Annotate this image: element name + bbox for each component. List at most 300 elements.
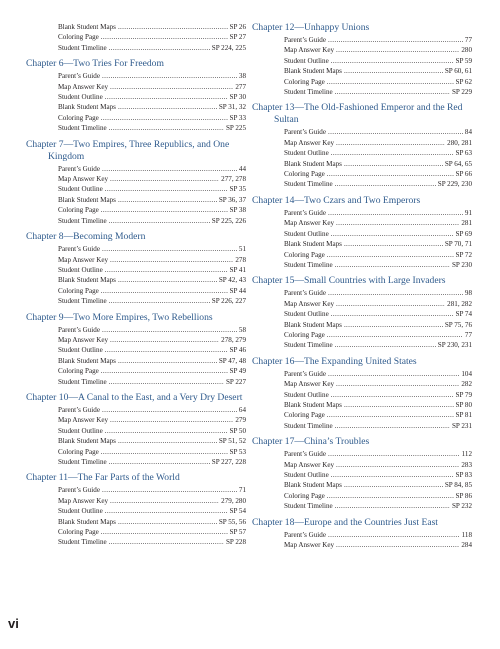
dot-leader: [109, 123, 224, 133]
chapter-title: Chapter 10—A Canal to the East, and a Very Dry Desert: [26, 391, 243, 403]
chapter-section: [252, 195, 472, 270]
entry-label: Student Outline: [284, 149, 329, 158]
entry-label: Student Timeline: [58, 297, 107, 306]
toc-entry: [252, 87, 472, 97]
toc-entry: [252, 229, 472, 239]
chapter-title: Chapter 14—Two Czars and Two Emperors: [252, 194, 421, 206]
entry-page: SP 57: [229, 528, 246, 537]
dot-leader: [110, 496, 219, 506]
toc-entry: [26, 537, 246, 547]
toc-entry: [252, 66, 472, 76]
toc-entry: [26, 296, 246, 306]
dot-leader: [335, 87, 450, 97]
entry-page: 91: [464, 208, 472, 217]
toc-entry: [26, 32, 246, 42]
dot-leader: [328, 127, 463, 137]
entry-page: 51: [238, 245, 246, 254]
toc-entry: [26, 92, 246, 102]
toc-entry: [26, 527, 246, 537]
entry-label: Map Answer Key: [284, 299, 335, 308]
dot-leader: [102, 325, 237, 335]
dot-leader: [105, 184, 228, 194]
toc-entry: [252, 410, 472, 420]
dot-leader: [335, 501, 450, 511]
dot-leader: [335, 179, 436, 189]
dot-leader: [109, 216, 210, 226]
dot-leader: [118, 102, 217, 112]
dot-leader: [328, 208, 463, 218]
toc-entry: [26, 447, 246, 457]
entry-page: SP 44: [229, 286, 246, 295]
toc-entry: [252, 340, 472, 350]
entry-page: SP 86: [455, 491, 472, 500]
entry-label: Student Timeline: [284, 88, 333, 97]
entry-page: SP 84, 85: [444, 481, 472, 490]
entry-page: 71: [238, 486, 246, 495]
entry-page: SP 66: [455, 170, 472, 179]
toc-entry: [252, 390, 472, 400]
toc-entry: [26, 325, 246, 335]
dot-leader: [331, 56, 454, 66]
entry-label: Student Timeline: [58, 124, 107, 133]
entry-label: Map Answer Key: [58, 335, 109, 344]
toc-entry: [252, 138, 472, 148]
entry-label: Student Outline: [58, 265, 103, 274]
entry-page: 118: [461, 530, 472, 539]
entry-label: Student Timeline: [284, 341, 333, 350]
toc-entry: [252, 400, 472, 410]
entry-page: 104: [461, 369, 472, 378]
entry-label: Parent’s Guide: [284, 369, 326, 378]
entry-label: Parent’s Guide: [58, 405, 100, 414]
toc-entry: [252, 288, 472, 298]
entry-page: SP 230, 231: [437, 341, 472, 350]
entry-label: Parent’s Guide: [58, 72, 100, 81]
dot-leader: [344, 159, 443, 169]
toc-entry: [26, 174, 246, 184]
dot-leader: [102, 405, 237, 415]
entry-page: SP 229: [451, 88, 472, 97]
toc-entry: [252, 299, 472, 309]
toc-entry: [26, 415, 246, 425]
chapter-title: Chapter 12—Unhappy Unions: [252, 22, 370, 33]
entry-page: SP 60, 61: [444, 67, 472, 76]
toc-entry: [26, 485, 246, 495]
dot-leader: [109, 537, 224, 547]
entry-page: 77: [464, 330, 472, 339]
toc-entry: [26, 286, 246, 296]
entry-label: Coloring Page: [58, 528, 99, 537]
dot-leader: [101, 527, 228, 537]
chapter-section: [252, 102, 472, 189]
entry-page: SP 225, 226: [211, 216, 246, 225]
toc-entry: [26, 335, 246, 345]
entry-label: Blank Student Maps: [58, 103, 116, 112]
dot-leader: [331, 148, 454, 158]
entry-label: Coloring Page: [58, 113, 99, 122]
dot-leader: [336, 218, 459, 228]
dot-leader: [105, 92, 228, 102]
entry-label: Student Outline: [284, 56, 329, 65]
entry-page: SP 83: [455, 471, 472, 479]
entry-page: SP 26: [229, 23, 246, 31]
entry-page: SP 226, 227: [211, 297, 246, 306]
toc-entry: [26, 255, 246, 265]
page-number: vi: [8, 616, 19, 631]
entry-page: SP 232: [451, 502, 472, 511]
dot-leader: [327, 250, 454, 260]
entry-page: SP 50: [229, 426, 246, 435]
entry-page: SP 63: [455, 149, 472, 158]
dot-leader: [109, 296, 210, 306]
entry-page: SP 69: [455, 229, 472, 238]
entry-label: Student Outline: [58, 507, 103, 516]
entry-label: Map Answer Key: [58, 255, 109, 264]
chapter-title: Chapter 8—Becoming Modern: [26, 231, 146, 243]
dot-leader: [101, 366, 228, 376]
entry-page: 98: [464, 289, 472, 298]
toc-entry: [252, 35, 472, 45]
chapter-title: Chapter 16—The Expanding United States: [252, 355, 417, 367]
entry-label: Coloring Page: [284, 491, 325, 500]
entry-page: SP 64, 65: [444, 159, 472, 168]
entry-label: Map Answer Key: [58, 175, 109, 184]
toc-entry: [26, 244, 246, 254]
toc-entry: [26, 43, 246, 53]
dot-leader: [331, 470, 454, 480]
entry-label: Coloring Page: [58, 447, 99, 456]
toc-entry: [26, 517, 246, 527]
entry-label: Parent’s Guide: [284, 450, 326, 459]
chapter-title: Chapter 11—The Far Parts of the World: [26, 472, 180, 484]
toc-entry: [252, 369, 472, 379]
chapter-title: Chapter 6—Two Tries For Freedom: [26, 58, 164, 70]
entry-label: Parent’s Guide: [284, 128, 326, 137]
dot-leader: [344, 480, 443, 490]
entry-page: 38: [238, 72, 246, 81]
entry-page: SP 54: [229, 507, 246, 516]
chapter-title: Chapter 13—The Old-Fashioned Emperor and the Red Sultan: [252, 102, 463, 126]
entry-label: Map Answer Key: [284, 380, 335, 389]
toc-entry: [26, 506, 246, 516]
dot-leader: [105, 265, 228, 275]
toc-entry: [252, 260, 472, 270]
dot-leader: [118, 356, 217, 366]
toc-entry: [252, 501, 472, 511]
entry-page: 284: [461, 541, 472, 550]
entry-label: Student Outline: [58, 93, 103, 102]
entry-label: Student Outline: [58, 185, 103, 194]
dot-leader: [110, 174, 219, 184]
dot-leader: [336, 45, 459, 55]
entry-label: Blank Student Maps: [284, 67, 342, 76]
entry-page: SP 59: [455, 56, 472, 65]
entry-page: 277: [235, 82, 246, 91]
entry-label: Blank Student Maps: [284, 400, 342, 409]
chapter-title: Chapter 9—Two More Empires, Two Rebellions: [26, 311, 213, 323]
toc-entry: [252, 540, 472, 550]
chapter-section: [26, 22, 246, 53]
entry-page: SP 36, 37: [218, 195, 246, 204]
entry-label: Student Timeline: [284, 502, 333, 511]
dot-leader: [102, 244, 237, 254]
entry-label: Student Timeline: [58, 538, 107, 547]
dot-leader: [336, 540, 459, 550]
dot-leader: [336, 138, 445, 148]
entry-page: SP 72: [455, 250, 472, 259]
dot-leader: [328, 449, 460, 459]
toc-entry: [252, 480, 472, 490]
dot-leader: [109, 377, 224, 387]
entry-label: Parent’s Guide: [284, 289, 326, 298]
entry-page: 77: [464, 36, 472, 44]
dot-leader: [101, 32, 228, 42]
entry-page: 282: [461, 380, 472, 389]
dot-leader: [331, 229, 454, 239]
entry-label: Coloring Page: [284, 250, 325, 259]
entry-page: SP 225: [225, 124, 246, 133]
toc-entry: [26, 356, 246, 366]
dot-leader: [102, 71, 237, 81]
entry-page: SP 55, 56: [218, 517, 246, 526]
toc-entry: [26, 102, 246, 112]
entry-page: 280: [461, 46, 472, 55]
dot-leader: [109, 43, 210, 53]
entry-label: Student Timeline: [58, 458, 107, 466]
chapter-section: [252, 436, 472, 511]
entry-page: 277, 278: [221, 175, 246, 184]
entry-page: 44: [238, 164, 246, 173]
chapter-title: Chapter 15—Small Countries with Large Invaders: [252, 275, 446, 287]
toc-entry: [252, 449, 472, 459]
entry-page: SP 38: [229, 206, 246, 215]
toc-entry: [252, 159, 472, 169]
entry-page: SP 79: [455, 390, 472, 399]
toc-entry: [252, 77, 472, 87]
dot-leader: [336, 379, 459, 389]
entry-label: Student Outline: [58, 346, 103, 355]
entry-label: Student Timeline: [284, 180, 333, 189]
dot-leader: [328, 369, 459, 379]
toc-entry: [252, 530, 472, 540]
chapter-section: [252, 22, 472, 97]
dot-leader: [336, 460, 459, 470]
toc-entry: [26, 205, 246, 215]
entry-label: Map Answer Key: [284, 460, 335, 469]
toc-entry: [252, 379, 472, 389]
entry-page: SP 62: [455, 77, 472, 86]
entry-label: Student Timeline: [284, 421, 333, 430]
toc-entry: [252, 250, 472, 260]
entry-page: SP 74: [455, 310, 472, 319]
dot-leader: [328, 288, 463, 298]
dot-leader: [344, 320, 443, 330]
dot-leader: [109, 457, 210, 467]
entry-page: SP 224, 225: [211, 43, 246, 52]
toc-left-column: [26, 22, 246, 553]
chapter-section: [252, 275, 472, 350]
entry-page: 278, 279: [221, 335, 246, 344]
dot-leader: [327, 410, 454, 420]
entry-page: SP 231: [451, 421, 472, 430]
chapter-section: [26, 312, 246, 387]
toc-entry: [252, 460, 472, 470]
dot-leader: [327, 169, 454, 179]
toc-entry: [26, 275, 246, 285]
entry-label: Blank Student Maps: [284, 240, 342, 249]
toc-entry: [26, 71, 246, 81]
entry-label: Blank Student Maps: [58, 437, 116, 446]
dot-leader: [327, 491, 454, 501]
entry-page: SP 47, 48: [218, 356, 246, 365]
entry-label: Student Outline: [284, 471, 329, 479]
chapter-section: [26, 392, 246, 467]
dot-leader: [328, 35, 463, 45]
entry-label: Map Answer Key: [58, 416, 109, 425]
chapter-title: Chapter 7—Two Empires, Three Republics, and One Kingdom: [26, 138, 230, 162]
toc-entry: [26, 22, 246, 32]
toc-entry: [252, 169, 472, 179]
entry-label: Student Timeline: [284, 260, 333, 269]
chapter-title: Chapter 18—Europe and the Countries Just East: [252, 516, 438, 528]
dot-leader: [102, 164, 237, 174]
toc-entry: [26, 457, 246, 467]
toc-entry: [252, 148, 472, 158]
entry-page: 278: [235, 255, 246, 264]
entry-page: SP 80: [455, 400, 472, 409]
entry-label: Coloring Page: [284, 411, 325, 420]
toc-entry: [26, 405, 246, 415]
toc-entry: [252, 320, 472, 330]
toc-entry: [252, 127, 472, 137]
entry-label: Student Outline: [284, 390, 329, 399]
dot-leader: [118, 436, 217, 446]
toc-entry: [252, 421, 472, 431]
entry-page: 84: [464, 128, 472, 137]
dot-leader: [101, 286, 228, 296]
toc-entry: [26, 216, 246, 226]
toc-entry: [26, 496, 246, 506]
entry-label: Coloring Page: [58, 286, 99, 295]
entry-label: Map Answer Key: [284, 138, 335, 147]
toc-entry: [26, 82, 246, 92]
chapter-title: Chapter 17—China’s Troubles: [252, 436, 370, 448]
dot-leader: [118, 195, 217, 205]
toc-entry: [252, 309, 472, 319]
dot-leader: [335, 421, 450, 431]
toc-entry: [26, 113, 246, 123]
toc-entry: [26, 164, 246, 174]
dot-leader: [101, 447, 228, 457]
entry-label: Map Answer Key: [58, 82, 109, 91]
chapter-section: [26, 139, 246, 226]
dot-leader: [331, 390, 454, 400]
entry-label: Blank Student Maps: [58, 23, 116, 31]
entry-label: Blank Student Maps: [58, 517, 116, 526]
toc-entry: [26, 184, 246, 194]
entry-label: Map Answer Key: [284, 541, 335, 550]
entry-label: Blank Student Maps: [58, 195, 116, 204]
entry-label: Student Outline: [58, 426, 103, 435]
dot-leader: [102, 485, 237, 495]
toc-entry: [252, 470, 472, 480]
entry-label: Blank Student Maps: [284, 320, 342, 329]
dot-leader: [101, 205, 228, 215]
entry-label: Parent’s Guide: [58, 164, 100, 173]
chapter-section: [252, 356, 472, 431]
entry-label: Parent’s Guide: [284, 530, 326, 539]
entry-label: Map Answer Key: [58, 496, 109, 505]
dot-leader: [336, 299, 445, 309]
entry-page: SP 35: [229, 185, 246, 194]
entry-label: Coloring Page: [58, 206, 99, 215]
toc-entry: [252, 208, 472, 218]
dot-leader: [110, 255, 233, 265]
entry-label: Coloring Page: [58, 367, 99, 376]
entry-page: SP 53: [229, 447, 246, 456]
dot-leader: [335, 340, 436, 350]
entry-label: Parent’s Guide: [58, 486, 100, 495]
entry-label: Blank Student Maps: [58, 276, 116, 285]
dot-leader: [327, 77, 454, 87]
entry-label: Coloring Page: [284, 77, 325, 86]
entry-page: 283: [461, 460, 472, 469]
entry-page: SP 41: [229, 265, 246, 274]
chapter-section: [26, 58, 246, 133]
chapter-section: [26, 231, 246, 306]
entry-page: SP 227, 228: [211, 458, 246, 466]
dot-leader: [344, 239, 443, 249]
entry-page: 58: [238, 325, 246, 334]
entry-label: Blank Student Maps: [58, 356, 116, 365]
toc-entry: [26, 366, 246, 376]
dot-leader: [118, 275, 217, 285]
entry-label: Blank Student Maps: [284, 481, 342, 490]
toc-entry: [26, 345, 246, 355]
toc-entry: [26, 436, 246, 446]
entry-page: 279, 280: [221, 496, 246, 505]
dot-leader: [110, 415, 233, 425]
toc-entry: [26, 195, 246, 205]
entry-page: SP 46: [229, 346, 246, 355]
entry-label: Student Outline: [284, 229, 329, 238]
dot-leader: [105, 345, 228, 355]
dot-leader: [327, 330, 463, 340]
toc-entry: [26, 265, 246, 275]
entry-label: Student Timeline: [58, 377, 107, 386]
entry-page: SP 81: [455, 411, 472, 420]
toc-entry: [252, 239, 472, 249]
entry-label: Coloring Page: [284, 170, 325, 179]
toc-entry: [26, 426, 246, 436]
entry-page: 281: [461, 219, 472, 228]
entry-page: SP 49: [229, 367, 246, 376]
entry-label: Student Timeline: [58, 216, 107, 225]
entry-page: 280, 281: [447, 138, 472, 147]
dot-leader: [118, 517, 217, 527]
entry-label: Parent’s Guide: [58, 245, 100, 254]
toc-entry: [252, 179, 472, 189]
toc-entry: [252, 45, 472, 55]
entry-page: SP 70, 71: [444, 240, 472, 249]
entry-label: Parent’s Guide: [284, 208, 326, 217]
dot-leader: [335, 260, 450, 270]
dot-leader: [331, 309, 454, 319]
dot-leader: [110, 335, 219, 345]
toc-right-column: [252, 22, 472, 555]
toc-entry: [26, 377, 246, 387]
entry-page: SP 230: [451, 260, 472, 269]
